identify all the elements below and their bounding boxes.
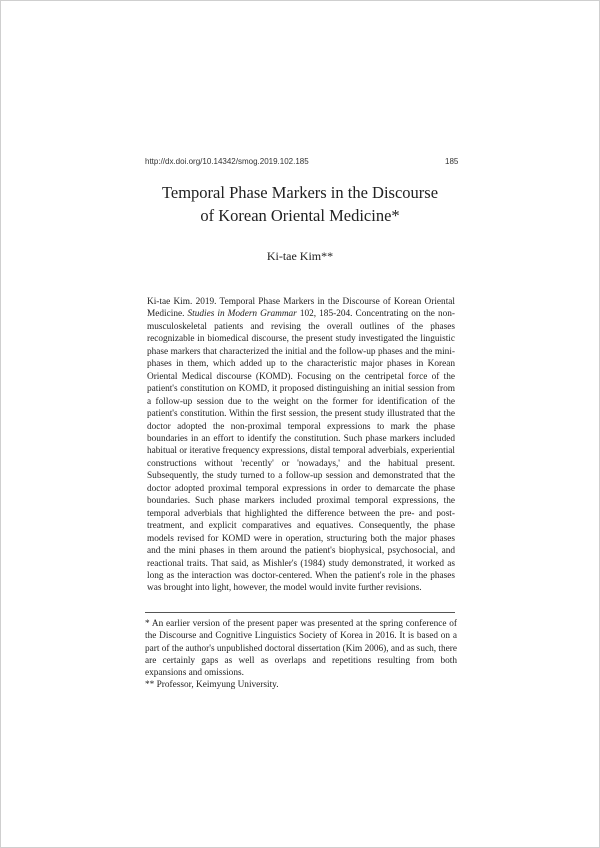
abstract-body: Concentrating on the non-musculoskeletal patients and revising the overall outlines of the phases recognizable in biomedical discourse, the present study investigated the linguistic phase markers that characterized the initial and the follow-up phases and the mini-phases in them, which added up to the characteristic major phases in Korean Oriental Medical discourse (KOMD). Focusing on the centripetal force of the patient's constitution on KOMD, it proposed distinguishing an initial session from a follow-up session due to the weight on the former for identification of the patient's constitution. Within the first session, the present study illustrated that the doctor adopted the non-proximal temporal expressions to mark the phase boundaries in an effort to identify the constitution. Such phase markers included habitual or iterative frequency expressions, distal temporal adverbials, experiential constructions without 'recently' or 'nowadays,' and the habitual present. Subsequently, the study turned to a follow-up session and demonstrated that the doctor adopted proximal temporal expressions in order to demarcate the phase boundaries. Such phase markers included proximal temporal expressions, the temporal adverbials that highlighted the difference between the pre- and post-treatment, and explicit comparatives and equatives. Consequently, the phase models revised for KOMD were in operation, structuring both the major phases and the mini phases in them around the patient's biophysical, psychosocial, and reactional traits. That said, as Mishler's (1984) study demonstrated, it worked as long as the interaction was doctor-centered. When the patient's role in the phases was brought into light, however, the model would invite further revisions.	[147, 309, 456, 594]
page-number: 185	[445, 157, 459, 166]
paper-title	[145, 181, 455, 227]
author-name: Ki-tae Kim**	[266, 249, 334, 263]
footnote-affiliation: ** Professor, Keimyung University.	[145, 680, 279, 691]
abstract	[147, 296, 455, 595]
citation-suffix: 102, 185-204.	[296, 309, 353, 320]
footnote-divider	[145, 612, 455, 613]
footnote-conference: * An earlier version of the present paper was presented at the spring conference of the Discourse and Cognitive Linguistics Society of Korea in 2016. It is based on a part of the author's unpublished doctoral dissertation (Kim 2006), and as such, there are certainly gaps as well as overlaps and repetitions resulting from both expansions and omissions.	[145, 619, 458, 679]
footnotes	[145, 618, 457, 692]
citation-prefix: Ki-tae Kim. 2019. Temporal Phase Markers in the Discourse of Korean Oriental Medicine.	[147, 297, 455, 320]
journal-name: Studies in Modern Grammar	[187, 309, 297, 320]
title-line-1: Temporal Phase Markers in the Discourse	[161, 183, 439, 202]
title-line-2: of Korean Oriental Medicine*	[200, 206, 400, 225]
doi-link[interactable]: http://dx.doi.org/10.14342/smog.2019.102.185	[145, 157, 309, 166]
